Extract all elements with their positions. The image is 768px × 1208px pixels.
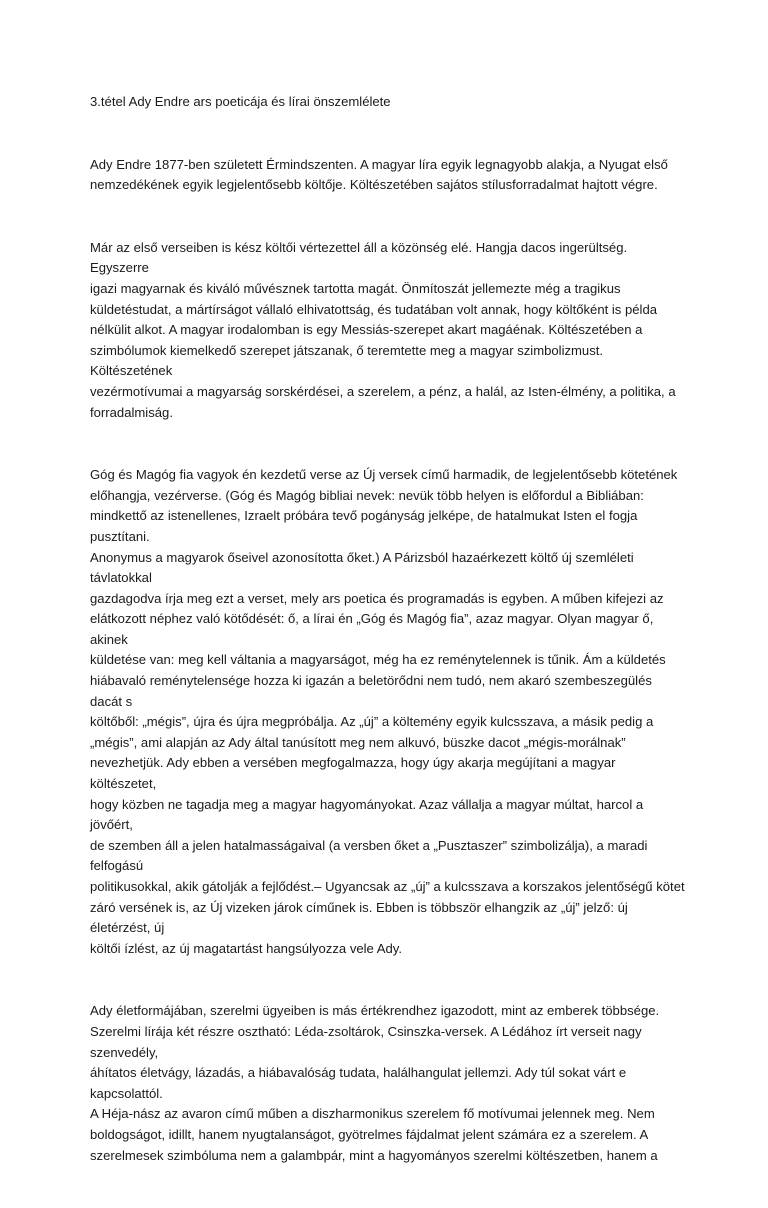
paragraph-gog-magog: Góg és Magóg fia vagyok én kezdetű verse az Új versek című harmadik, de legjelentősebb kötetének előhangja, vezérverse. (Góg és Magóg bibliai nevek: nevük több helyen is előfordul a Bibliában: mindkettő az istenellenes, Izraelt próbára tevő pogányság jelképe, de hatalmukat Isten el fogja pusztítani. Anonymus a magyarok őseivel azonosította őket.) A Párizsból hazaérkezett költő új szemléleti távlatokkal gazdagodva írja meg ezt a verset, mely ars poetica és programadás is egyben. A műben kifejezi az elátkozott néphez való kötődését: ő, a lírai én „Góg és Magóg fia”, azaz magyar. Olyan magyar ő, akinek küldetése van: meg kell váltania a magyarságot, még ha ez reménytelennek is tűnik. Ám a küldetés hiábavaló reménytelensége hozza ki igazán a beletörődni nem tudó, nem akaró szembeszegülés dacát s költőből: „mégis”, újra és újra megpróbálja. Az „új” a költemény egyik kulcsszava, a másik pedig a „mégis”, ami alapján az Ady által tanúsított meg nem alkuvó, büszke dacot „mégis-morálnak” nevezhetjük. Ady ebben a versében megfogalmazza, hogy úgy akarja megújítani a magyar költészetet, hogy közben ne tagadja meg a magyar hagyományokat. Azaz vállalja a magyar múltat, harcol a jövőért, de szemben áll a jelen hatalmasságaival (a versben őket a „Pusztaszer” szimbolizálja), a maradi felfogású politikusokkal, akik gátolják a fejlődést.– Ugyancsak az „új” a kulcsszava a korszakos jelentőségű kötet záró versének is, az Új vizeken járok címűnek is. Ebben is többször elhangzik az „új” jelző: új életérzést, új költői ízlést, az új magatartást hangsúlyozza vele Ady. bbox=[90, 467, 685, 956]
paragraph-intro: Ady Endre 1877-ben született Érmindszenten. A magyar líra egyik legnagyobb alakja, a Nyugat első nemzedékének egyik legjelentősebb költője. Költészetében sajátos stílusforradalmat hajtott végre. bbox=[90, 156, 668, 193]
paragraph-poetics: Már az első verseiben is kész költői vértezettel áll a közönség elé. Hangja dacos ingerültség. Egyszerre igazi magyarnak és kiváló művésznek tartotta magát. Önmítoszát jellemezte még a tragikus küldetéstudat, a mártírságot vállaló elhivatottság, és tudatában volt annak, hogy költőként is példa nélkülit alkot. A magyar irodalomban is egy Messiás-szerepet akart magáénak. Költészetében a szimbólumok kiemelkedő szerepet játszanak, ő teremtette meg a magyar szimbolizmust. Költészetének vezérmotívumai a magyarság sorskérdései, a szerelem, a pénz, a halál, az Isten-élmény, a politika, a forradalmiság. bbox=[90, 239, 676, 420]
document-body bbox=[90, 92, 685, 1208]
document-title: 3.tétel Ady Endre ars poeticája és lírai önszemlélete bbox=[90, 94, 391, 109]
paragraph-love-poetry: Ady életformájában, szerelmi ügyeiben is más értékrendhez igazodott, mint az emberek többsége. Szerelmi lírája két részre osztható: Léda-zsoltárok, Csinszka-versek. A Lédához írt verseit nagy szenvedély, áhítatos életvágy, lázadás, a hiábavalóság tudata, halálhangulat jellemzi. Ady túl sokat várt e kapcsolattól. A Héja-nász az avaron című műben a diszharmonikus szerelem fő motívumai jelennek meg. Nem boldogságot, idillt, hanem nyugtalanságot, gyötrelmes fájdalmat jelent számára ez a szerelem. A szerelmesek szimbóluma nem a galambpár, mint a hagyományos szerelmi költészetben, hanem a bbox=[90, 1003, 660, 1163]
